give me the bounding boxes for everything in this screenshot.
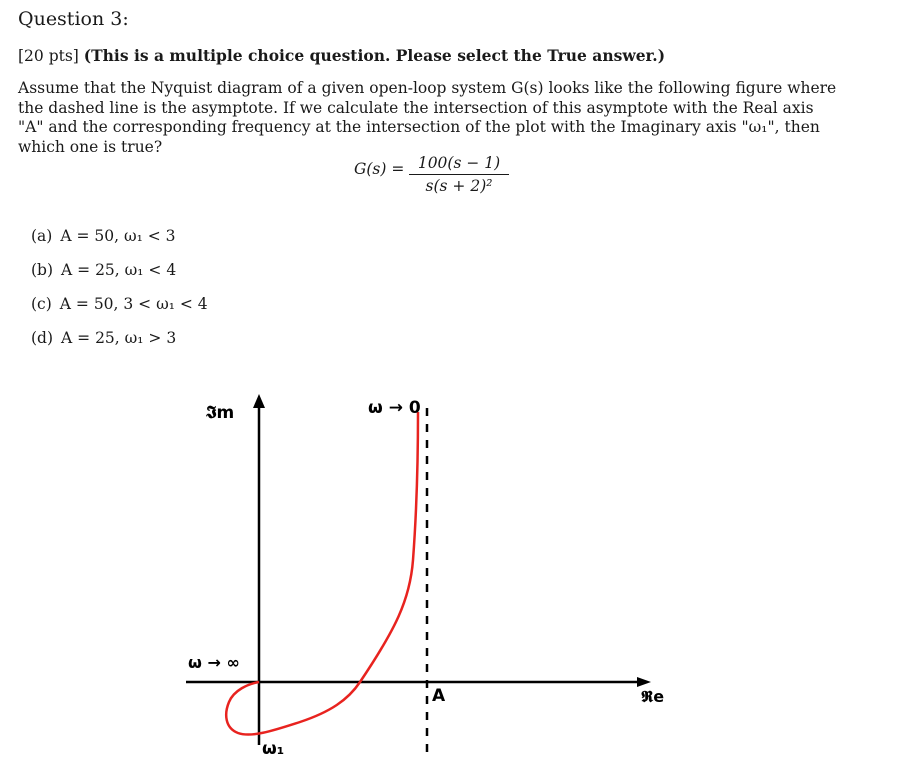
option-text: A = 50, 3 < ω₁ < 4 [59,295,208,313]
omega-zero-label: ω → 0 [368,398,421,418]
points-label: [20 pts] [18,47,79,65]
option-label: (c) [31,295,52,313]
real-axis-label: 𝕽e [641,687,665,706]
option-text: A = 25, ω₁ < 4 [61,261,177,279]
formula-numerator: 100(s − 1) [409,154,509,175]
instruction-text: (This is a multiple choice question. Please select the True answer.) [83,46,666,65]
option-label: (d) [31,329,54,347]
formula-denominator: s(s + 2)² [425,177,493,195]
question-title: Question 3: [18,8,129,30]
nyquist-curve [226,412,418,735]
omega1-label: ω₁ [262,739,285,759]
imaginary-axis-arrow [253,394,265,408]
real-axis-arrow [637,677,651,687]
option-label: (b) [31,261,54,279]
option-text: A = 25, ω₁ > 3 [61,329,177,347]
option-label: (a) [31,227,53,245]
omega-infinity-label: ω → ∞ [188,653,240,672]
formula-lhs: G(s) = [354,160,405,178]
asymptote-label: A [432,686,446,706]
imaginary-axis-label: 𝕴m [206,403,235,423]
question-body: Assume that the Nyquist diagram of a given open-loop system G(s) looks like the following figure where the dashed line is the asymptote. If we calculate the intersection of this asymptote with the Real axis "A" and the corresponding frequency at the intersection of the plot with the Imaginary axis "ω₁", then which one is true? [18,79,837,156]
option-text: A = 50, ω₁ < 3 [60,227,176,245]
